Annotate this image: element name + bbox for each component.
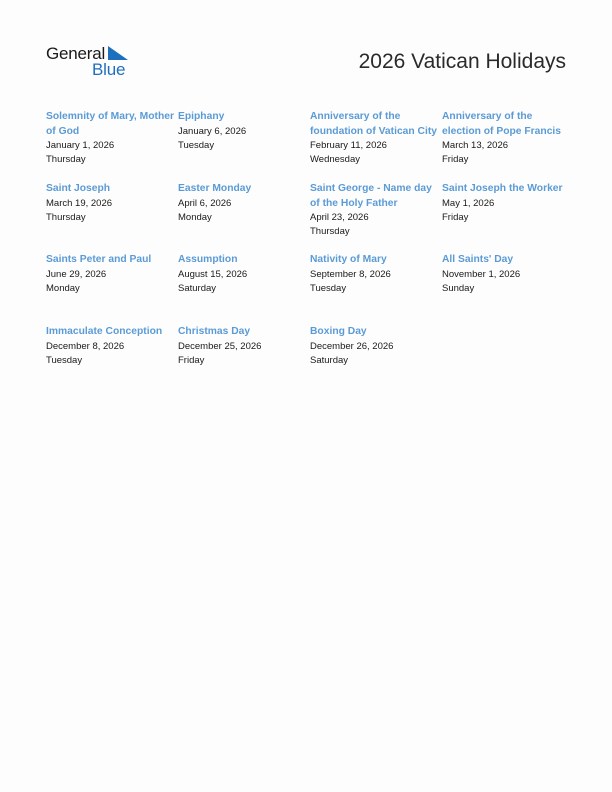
holiday-day: Friday (442, 211, 469, 223)
holiday-date: March 19, 2026 (46, 197, 113, 209)
holiday-entry (178, 110, 310, 182)
holiday-day: Thursday (310, 226, 350, 237)
holiday-grid (46, 110, 576, 385)
holiday-date: January 1, 2026 (46, 140, 115, 151)
holiday-date: December 8, 2026 (46, 340, 125, 352)
holiday-entry (310, 182, 442, 253)
holiday-date: February 11, 2026 (310, 140, 387, 151)
holiday-date: May 1, 2026 (442, 197, 495, 209)
holiday-name: Solemnity of Mary, Mother of God (46, 111, 174, 137)
holiday-date: April 23, 2026 (310, 212, 369, 223)
holiday-date: June 29, 2026 (46, 268, 107, 280)
holiday-name: Anniversary of the foundation of Vatican City (310, 111, 437, 137)
holiday-day: Saturday (310, 354, 349, 366)
holiday-name: All Saints' Day (442, 254, 514, 265)
holiday-entry (46, 325, 178, 385)
holiday-entry (178, 325, 310, 385)
holiday-name: Immaculate Conception (46, 326, 163, 337)
holiday-day: Saturday (178, 282, 217, 294)
holiday-entry (442, 110, 574, 182)
holiday-name: Saint George - Name day of the Holy Father (310, 183, 432, 209)
holiday-day: Thursday (46, 154, 86, 165)
holiday-day: Tuesday (178, 139, 215, 151)
logo-triangle-icon (108, 46, 128, 60)
holiday-name: Saints Peter and Paul (46, 254, 152, 265)
holiday-name: Saint Joseph the Worker (442, 183, 563, 194)
holiday-day: Wednesday (310, 154, 360, 165)
holiday-name: Boxing Day (310, 326, 367, 337)
holiday-day: Tuesday (310, 282, 347, 294)
holiday-name: Nativity of Mary (310, 254, 387, 265)
holiday-day: Tuesday (46, 354, 83, 366)
logo-text-general: General (46, 44, 106, 63)
holiday-name: Saint Joseph (46, 183, 111, 194)
holiday-entry (178, 182, 310, 253)
holiday-date: December 26, 2026 (310, 340, 394, 352)
holiday-date: January 6, 2026 (178, 125, 247, 137)
holiday-name: Anniversary of the election of Pope Francis (442, 111, 562, 137)
holiday-date: March 13, 2026 (442, 140, 509, 151)
holiday-date: April 6, 2026 (178, 197, 232, 209)
page-title: 2026 Vatican Holidays (358, 50, 566, 73)
holiday-day: Monday (178, 211, 212, 223)
holiday-date: December 25, 2026 (178, 340, 262, 352)
holiday-entry (310, 325, 442, 385)
holiday-date: August 15, 2026 (178, 268, 248, 280)
holiday-entry (310, 110, 442, 182)
holiday-date: September 8, 2026 (310, 268, 391, 280)
holiday-name: Assumption (178, 254, 238, 265)
holiday-day: Monday (46, 282, 80, 294)
holiday-entry (442, 253, 574, 325)
holiday-day: Friday (442, 154, 469, 165)
holiday-entry (46, 110, 178, 182)
holiday-day: Thursday (46, 211, 86, 223)
holiday-entry (442, 182, 574, 253)
holiday-entry (310, 253, 442, 325)
holiday-day: Friday (178, 354, 205, 366)
holiday-day: Sunday (442, 282, 475, 294)
logo-text-blue: Blue (92, 60, 126, 79)
holiday-name: Easter Monday (178, 183, 252, 194)
holiday-name: Christmas Day (178, 326, 251, 337)
holiday-date: November 1, 2026 (442, 268, 521, 280)
holiday-entry (46, 182, 178, 253)
holiday-entry (46, 253, 178, 325)
holiday-name: Epiphany (178, 111, 225, 122)
generalblue-logo (46, 44, 136, 80)
holiday-entry (178, 253, 310, 325)
